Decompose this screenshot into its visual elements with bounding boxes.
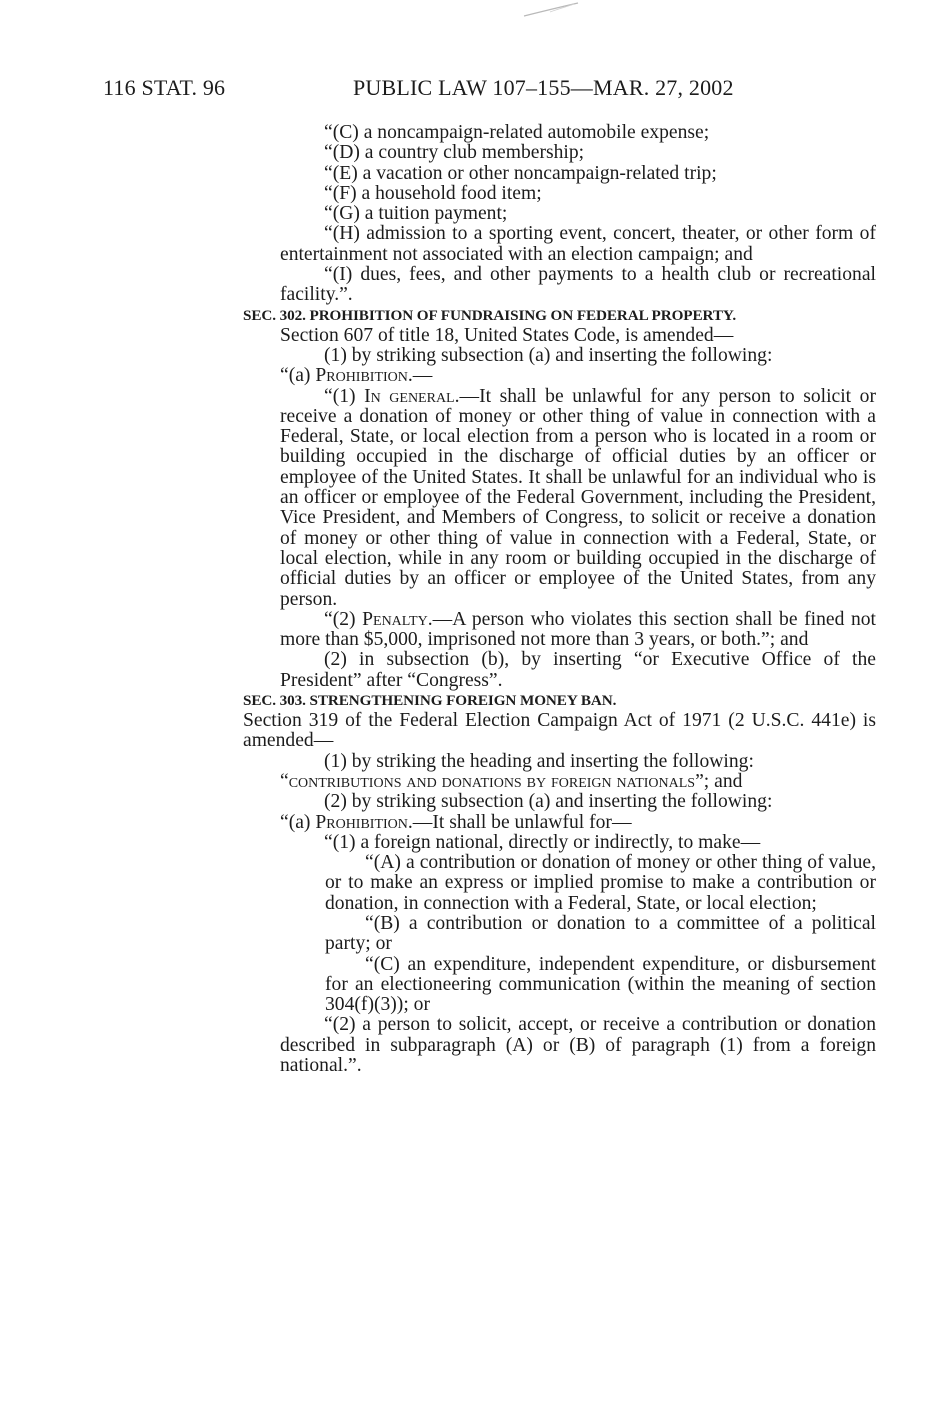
paragraph-2-caption: Penalty. <box>362 608 433 630</box>
section-303-intro: Section 319 of the Federal Election Campaign Act of 1971 (2 U.S.C. 441e) is amended— <box>243 710 876 752</box>
section-302-intro: Section 607 of title 18, United States Code, is amended— <box>280 324 734 346</box>
section-303-subparagraph-c: “(C) an expenditure, independent expenditure, or disbursement for an electioneering communication (within the meaning of section 304(f)(3)); or <box>325 953 876 1016</box>
section-303-new-heading <box>280 772 876 792</box>
pen-stroke-mark <box>522 2 580 18</box>
section-302-paragraph-1 <box>280 387 876 610</box>
section-302-subsection-a <box>280 366 876 386</box>
running-header: PUBLIC LAW 107–155—MAR. 27, 2002 <box>353 75 734 100</box>
subsection-a-suffix: — <box>412 365 433 387</box>
clause-f: “(F) a household food item; <box>324 182 542 204</box>
section-303-item-2: (2) by striking subsection (a) and inserting the following: <box>324 791 773 813</box>
clause-d: “(D) a country club membership; <box>324 142 585 164</box>
section-302-item-2: (2) in subsection (b), by inserting “or Executive Office of the President” after “Congress”. <box>280 649 876 691</box>
paragraph-1-caption: In general. <box>364 385 460 407</box>
section-303-heading: SEC. 303. STRENGTHENING FOREIGN MONEY BAN. <box>243 692 617 710</box>
subsection-a-caption: Prohibition. <box>315 811 413 833</box>
subsection-a-text: —It shall be unlawful for— <box>412 811 632 833</box>
new-heading-text: “contributions and donations by foreign nationals <box>280 770 696 792</box>
clause-h: “(H) admission to a sporting event, concert, theater, or other form of entertainment not associated with an election campaign; and <box>280 223 876 265</box>
paragraph-2-text: —A person who violates this section shall be fined not more than $5,000, imprisoned not more than 3 years, or both.”; and <box>280 608 876 651</box>
section-303-paragraph-2: “(2) a person to solicit, accept, or receive a contribution or donation described in subparagraph (A) or (B) of paragraph (1) from a foreign national.”. <box>280 1014 876 1077</box>
clause-e: “(E) a vacation or other noncampaign-related trip; <box>324 162 717 184</box>
new-heading-end: ”; and <box>695 770 743 792</box>
subsection-a-prefix: “(a) <box>280 365 316 387</box>
paragraph-2-prefix: “(2) <box>324 608 363 630</box>
section-303-subparagraph-a: “(A) a contribution or donation of money or other thing of value, or to make an express or implied promise to make a contribution or donation, in connection with a Federal, State, or local election; <box>325 852 876 914</box>
clause-i: “(I) dues, fees, and other payments to a health club or recreational facility.”. <box>280 264 876 306</box>
clause-c: “(C) a noncampaign-related automobile expense; <box>324 122 710 143</box>
section-303-paragraph-1: “(1) a foreign national, directly or indirectly, to make— <box>324 831 761 853</box>
subsection-a-prefix: “(a) <box>280 811 316 833</box>
section-303-subparagraph-b: “(B) a contribution or donation to a committee of a political party; or <box>325 912 876 955</box>
clause-g: “(G) a tuition payment; <box>324 203 508 225</box>
statute-body <box>243 122 876 1077</box>
section-302-item-1: (1) by striking subsection (a) and inserting the following: <box>324 344 773 366</box>
section-302-paragraph-2 <box>280 610 876 651</box>
stat-page-number: 116 STAT. 96 <box>103 75 226 100</box>
subsection-a-caption: Prohibition. <box>315 365 413 387</box>
paragraph-1-text: —It shall be unlawful for any person to solicit or receive a donation of money or other thing of value in connection with a Federal, State, or local election from a person who is located in a room or building occupied in the discharge of official duties by an officer or employee of the United States. It shall be unlawful for an individual who is an officer or employee of the Federal Government, including the President, Vice President, and Members of Congress, to solicit or receive a donation of money or other thing of value in connection with a Federal, State, or local election, while in any room or building occupied in the discharge of official duties by an officer or employee of the United States, from any person. <box>280 385 876 610</box>
section-303-subsection-a <box>280 813 876 833</box>
paragraph-1-prefix: “(1) <box>324 385 365 407</box>
section-303-item-1: (1) by striking the heading and inserting the following: <box>324 750 754 772</box>
section-302-heading: SEC. 302. PROHIBITION OF FUNDRAISING ON FEDERAL PROPERTY. <box>243 306 737 324</box>
